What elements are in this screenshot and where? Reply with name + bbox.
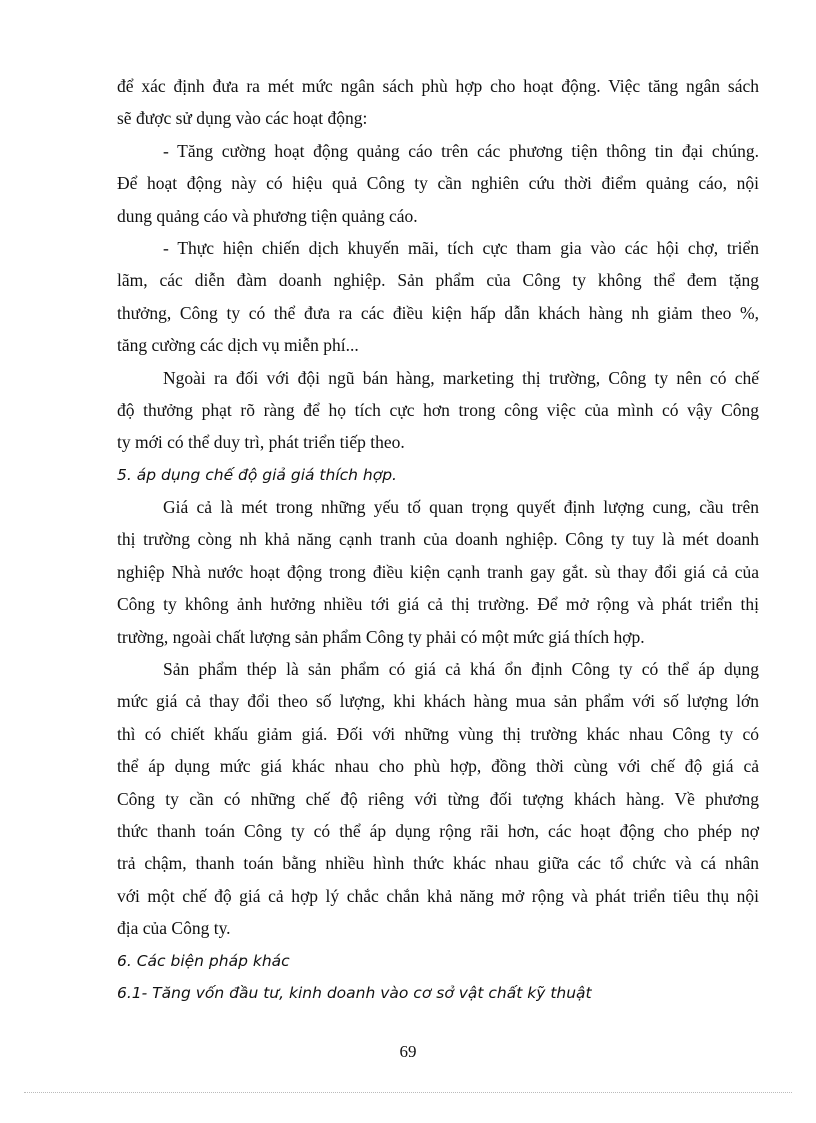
text-line: trả chậm, thanh toán bằng nhiều hình thức khác nhau giữa các tổ chức và cá nhân	[117, 853, 759, 874]
document-body	[117, 70, 759, 1009]
text-line: địa của Công ty.	[117, 918, 231, 939]
text-line: mức giá cả thay đổi theo số lượng, khi khách hàng mua sản phẩm với số lượng lớn	[117, 691, 759, 712]
text-line: dung quảng cáo và phương tiện quảng cáo.	[117, 205, 418, 226]
text-line: thể áp dụng mức giá khác nhau cho phù hợp, đồng thời cùng với chế độ giá cả	[117, 756, 759, 777]
text-line: - Tăng cường hoạt động quảng cáo trên các phương tiện thông tin đại chúng.	[163, 140, 759, 161]
text-line: nghiệp Nhà nước hoạt động trong điều kiện cạnh tranh gay gắt. sù thay đổi giá cả của	[117, 561, 759, 582]
text-line: với một chế độ giá cả hợp lý chắc chắn khả năng mở rộng và phát triển tiêu thụ nội	[117, 885, 759, 906]
text-line: Ngoài ra đối với đội ngũ bán hàng, marketing thị trường, Công ty nên có chế	[163, 367, 759, 388]
footer-divider	[24, 1092, 792, 1093]
text-line: thưởng, Công ty có thể đưa ra các điều kiện hấp dẫn khách hàng nh giảm theo %,	[117, 302, 759, 323]
text-line: Để hoạt động này có hiệu quả Công ty cần nghiên cứu thời điểm quảng cáo, nội	[117, 173, 759, 194]
text-line: Giá cả là mét trong những yếu tố quan trọng quyết định lượng cung, cầu trên	[163, 497, 759, 518]
text-line: trường, ngoài chất lượng sản phẩm Công ty phải có một mức giá thích hợp.	[117, 626, 645, 647]
text-line: thức thanh toán Công ty có thể áp dụng rộng rãi hơn, các hoạt động cho phép nợ	[117, 820, 759, 841]
text-line: Công ty không ảnh hưởng nhiều tới giá cả thị trường. Để mở rộng và phát triển thị	[117, 594, 759, 615]
section-heading: 5. áp dụng chế độ giả giá thích hợp.	[117, 465, 397, 484]
text-line: Sản phẩm thép là sản phẩm có giá cả khá ổn định Công ty có thể áp dụng	[163, 659, 759, 680]
text-line: thì có chiết khấu giảm giá. Đối với những vùng thị trường khác nhau Công ty có	[117, 723, 759, 744]
text-line: tăng cường các dịch vụ miễn phí...	[117, 335, 359, 356]
page-number: 69	[399, 1042, 417, 1061]
section-heading: 6. Các biện pháp khác	[117, 951, 290, 970]
text-line: lãm, các diễn đàm doanh nghiệp. Sản phẩm của Công ty không thể đem tặng	[117, 270, 759, 291]
text-line: thị trường còng nh khả năng cạnh tranh của doanh nghiệp. Công ty tuy là mét doanh	[117, 529, 759, 550]
text-line: ty mới có thể duy trì, phát triển tiếp theo.	[117, 432, 405, 453]
text-line: - Thực hiện chiến dịch khuyến mãi, tích cực tham gia vào các hội chợ, triển	[163, 237, 759, 258]
text-line: để xác định đưa ra mét mức ngân sách phù hợp cho hoạt động. Việc tăng ngân sách	[117, 76, 759, 96]
text-line: Công ty cần có những chế độ riêng với từng đối tượng khách hàng. Về phương	[117, 788, 759, 809]
text-line: độ thưởng phạt rõ ràng để họ tích cực hơn trong công việc của mình có vậy Công	[117, 399, 759, 420]
subsection-heading: 6.1- Tăng vốn đầu tư, kinh doanh vào cơ sở vật chất kỹ thuật	[117, 983, 592, 1002]
text-line: sẽ được sử dụng vào các hoạt động:	[117, 108, 368, 129]
